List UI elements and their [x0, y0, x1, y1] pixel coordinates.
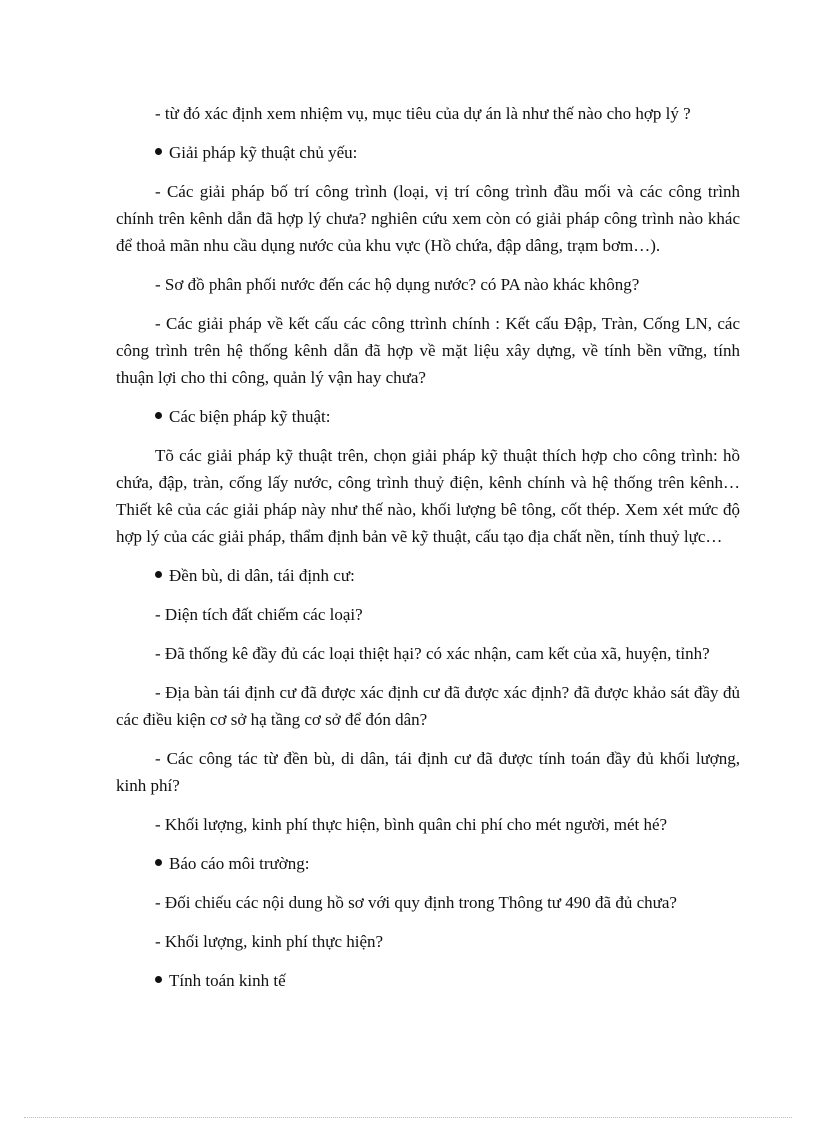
bullet-heading-text: Giải pháp kỹ thuật chủ yếu:: [169, 143, 358, 162]
bullet-heading-text: Tính toán kinh tế: [169, 971, 286, 990]
bullet-heading-text: Đền bù, di dân, tái định cư:: [169, 566, 355, 585]
bullet-dot-icon: [155, 412, 162, 419]
paragraph: - Các giải pháp bố trí công trình (loại, vị trí công trình đầu mối và các công trình chính trên kênh dẫn đã hợp lý chưa? nghiên cứu xem còn có giải pháp công trình nào khác để thoả mãn nhu cầu dụng nước của khu vực (Hồ chứa, đập dâng, trạm bơm…).: [116, 182, 740, 255]
paragraph: - Địa bàn tái định cư đã được xác định cư đã được xác định? đã được khảo sát đầy đủ các điều kiện cơ sở hạ tầng cơ sở để đón dân?: [116, 683, 740, 729]
bullet-dot-icon: [155, 859, 162, 866]
paragraph: - từ đó xác định xem nhiệm vụ, mục tiêu của dự án là như thế nào cho hợp lý ?: [155, 104, 691, 123]
bullet-heading-text: Các biện pháp kỹ thuật:: [169, 407, 331, 426]
bullet-heading-text: Báo cáo môi trường:: [169, 854, 310, 873]
page-bottom-divider: [24, 1117, 792, 1118]
bullet-heading: [116, 967, 740, 994]
paragraph: - Đối chiếu các nội dung hồ sơ với quy định trong Thông tư 490 đã đủ chưa?: [155, 893, 677, 912]
bullet-heading: [116, 139, 740, 166]
document-body: [116, 100, 740, 1006]
paragraph: - Đã thống kê đầy đủ các loại thiệt hại? có xác nhận, cam kết của xã, huyện, tỉnh?: [155, 644, 710, 663]
paragraph: - Các giải pháp về kết cấu các công ttrình chính : Kết cấu Đập, Tràn, Cống LN, các công trình trên hệ thống kênh dẫn đã hợp về mặt liệu xây dựng, về tính bền vững, tính thuận lợi cho thi công, quản lý vận hay chưa?: [116, 314, 740, 387]
paragraph: Tõ các giải pháp kỹ thuật trên, chọn giải pháp kỹ thuật thích hợp cho công trình: hồ chứa, đập, tràn, cống lấy nước, công trình thuỷ điện, kênh chính và hệ thống trên kênh… Thiết kê của các giải pháp này như thế nào, khối lượng bê tông, cốt thép. Xem xét mức độ hợp lý của các giải pháp, thẩm định bản vẽ kỹ thuật, cấu tạo địa chất nền, tính thuỷ lực…: [116, 446, 740, 546]
paragraph: - Diện tích đất chiếm các loại?: [155, 605, 363, 624]
bullet-dot-icon: [155, 976, 162, 983]
paragraph: - Các công tác từ đền bù, di dân, tái định cư đã được tính toán đầy đủ khối lượng, kinh phí?: [116, 749, 740, 795]
paragraph: - Khối lượng, kinh phí thực hiện, bình quân chi phí cho mét người, mét hé?: [155, 815, 668, 834]
paragraph: - Khối lượng, kinh phí thực hiện?: [155, 932, 384, 951]
bullet-heading: [116, 403, 740, 430]
bullet-heading: [116, 850, 740, 877]
bullet-dot-icon: [155, 571, 162, 578]
bullet-dot-icon: [155, 148, 162, 155]
bullet-heading: [116, 562, 740, 589]
paragraph: - Sơ đồ phân phối nước đến các hộ dụng nước? có PA nào khác không?: [155, 275, 640, 294]
